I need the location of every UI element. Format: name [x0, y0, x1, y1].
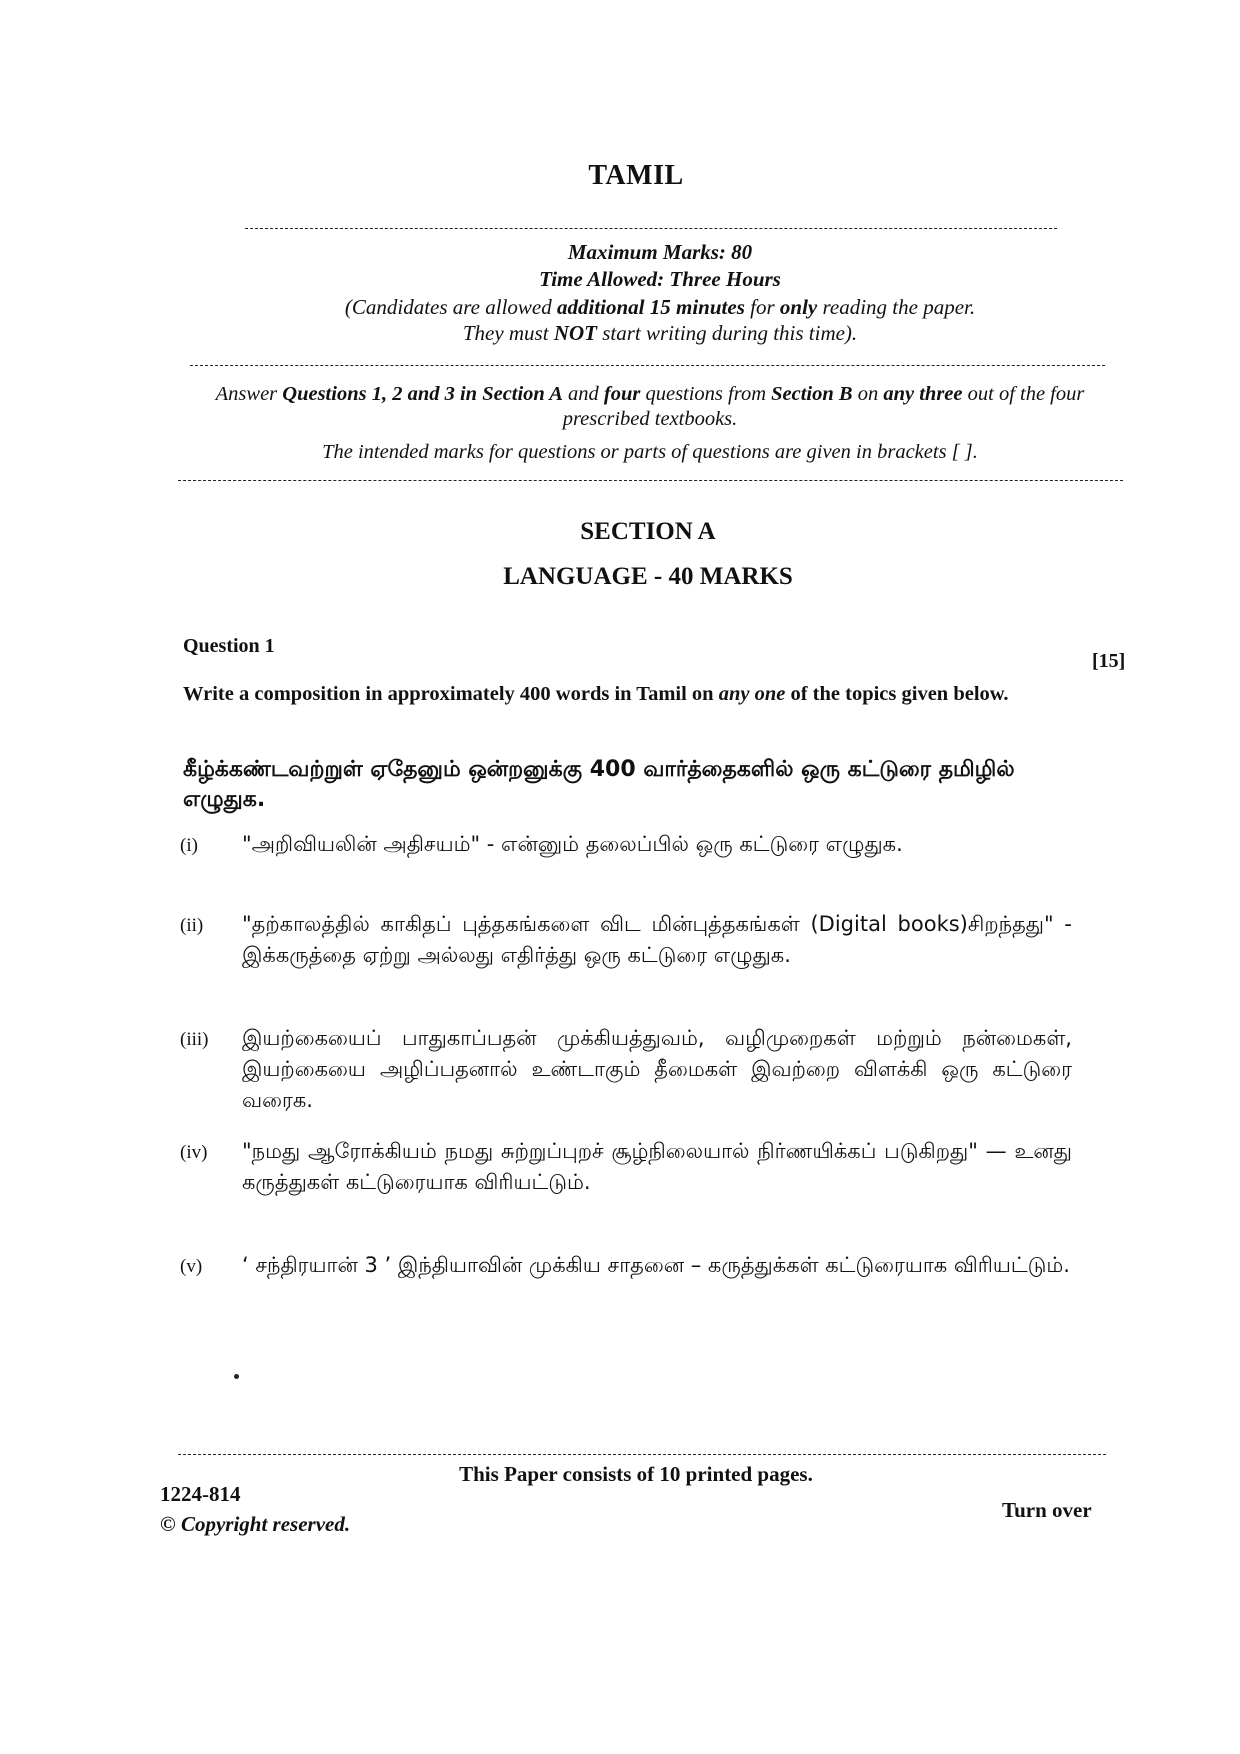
instruction-text: and — [562, 383, 604, 405]
question-prompt — [183, 682, 1083, 707]
reading-note-emphasis: NOT — [553, 321, 597, 345]
tamil-instruction: கீழ்க்கண்டவற்றுள் ஏதேனும் ஒன்றனுக்கு 400 வார்த்தைகளில் ஒரு கட்டுரை தமிழில் எழுதுக. — [183, 757, 1015, 812]
option-number: (ii) — [180, 915, 204, 936]
prompt-emphasis: any one — [718, 683, 786, 705]
divider-top — [245, 228, 1057, 229]
reading-note-line-2 — [180, 321, 1140, 346]
instructions-line-1 — [175, 382, 1125, 432]
option-text: ‘ சந்திரயான் 3 ’ இந்தியாவின் முக்கிய சாதனை – கருத்துக்கள் கட்டுரையாக விரியட்டும். — [242, 1253, 1070, 1277]
divider-bottom — [178, 480, 1123, 481]
option-number: (i) — [180, 835, 198, 856]
instruction-emphasis: Section B — [771, 383, 853, 405]
question-marks: [15] — [1092, 650, 1126, 672]
reading-note-text: for — [744, 295, 780, 319]
option-number: (iv) — [180, 1142, 208, 1163]
prompt-text: Write a composition in approximately 400 words in Tamil on — [183, 683, 719, 705]
paper-title: TAMIL — [588, 160, 684, 191]
reading-note-text: They must — [462, 321, 554, 345]
turn-over-note: Turn over — [1002, 1498, 1092, 1522]
option-text: "தற்காலத்தில் காகிதப் புத்தகங்களை விட மின்புத்தகங்கள் (Digital books)சிறந்தது" - இக்கருத்தை ஏற்று அல்லது எதிர்த்து ஒரு கட்டுரை எழுதுக. — [242, 912, 1072, 967]
reading-note-text: (Candidates are allowed — [344, 295, 557, 319]
instruction-emphasis: Questions 1, 2 and 3 in Section A — [282, 383, 563, 405]
reading-note-text: reading the paper. — [817, 295, 976, 319]
section-title: SECTION A — [580, 518, 716, 545]
option-text: "நமது ஆரோக்கியம் நமது சுற்றுப்புறச் சூழ்நிலையால் நிர்ணயிக்கப் படுகிறது" — உனது கருத்துகள் கட்டுரையாக விரியட்டும். — [242, 1139, 1072, 1194]
max-marks: Maximum Marks: 80 — [567, 240, 753, 264]
reading-note-emphasis: additional 15 minutes — [557, 295, 745, 319]
instruction-text: on — [852, 383, 884, 405]
instruction-emphasis: any three — [883, 383, 963, 405]
prompt-text: of the topics given below. — [785, 683, 1009, 705]
question-label: Question 1 — [183, 635, 275, 657]
option-number: (v) — [180, 1256, 203, 1277]
instruction-emphasis: four — [603, 383, 641, 405]
instruction-text: questions from — [640, 383, 772, 405]
reading-note-line-1 — [180, 295, 1140, 320]
instructions-line-2: The intended marks for questions or parts of questions are given in brackets [ ]. — [322, 441, 978, 463]
instruction-text: out of the four prescribed textbooks. — [562, 383, 1085, 430]
option-number: (iii) — [180, 1029, 209, 1050]
reading-note-text: start writing during this time). — [596, 321, 858, 345]
paper-code: 1224-814 — [160, 1482, 241, 1506]
instruction-text: Answer — [215, 383, 283, 405]
pages-note: This Paper consists of 10 printed pages. — [459, 1462, 813, 1486]
option-text: "அறிவியலின் அதிசயம்" - என்னும் தலைப்பில் ஒரு கட்டுரை எழுதுக. — [242, 832, 903, 856]
option-text: இயற்கையைப் பாதுகாப்பதன் முக்கியத்துவம், வழிமுறைகள் மற்றும் நன்மைகள், இயற்கையை அழிப்பதனால் உண்டாகும் தீமைகள் இவற்றை விளக்கி ஒரு கட்டுரை வரைக. — [242, 1026, 1072, 1112]
copyright-notice: © Copyright reserved. — [160, 1512, 351, 1536]
divider-footer — [178, 1454, 1106, 1455]
stray-dot — [234, 1374, 239, 1379]
reading-note-emphasis: only — [779, 295, 818, 319]
divider-middle — [190, 365, 1105, 366]
section-subtitle: LANGUAGE - 40 MARKS — [503, 563, 793, 590]
time-allowed: Time Allowed: Three Hours — [539, 267, 781, 291]
